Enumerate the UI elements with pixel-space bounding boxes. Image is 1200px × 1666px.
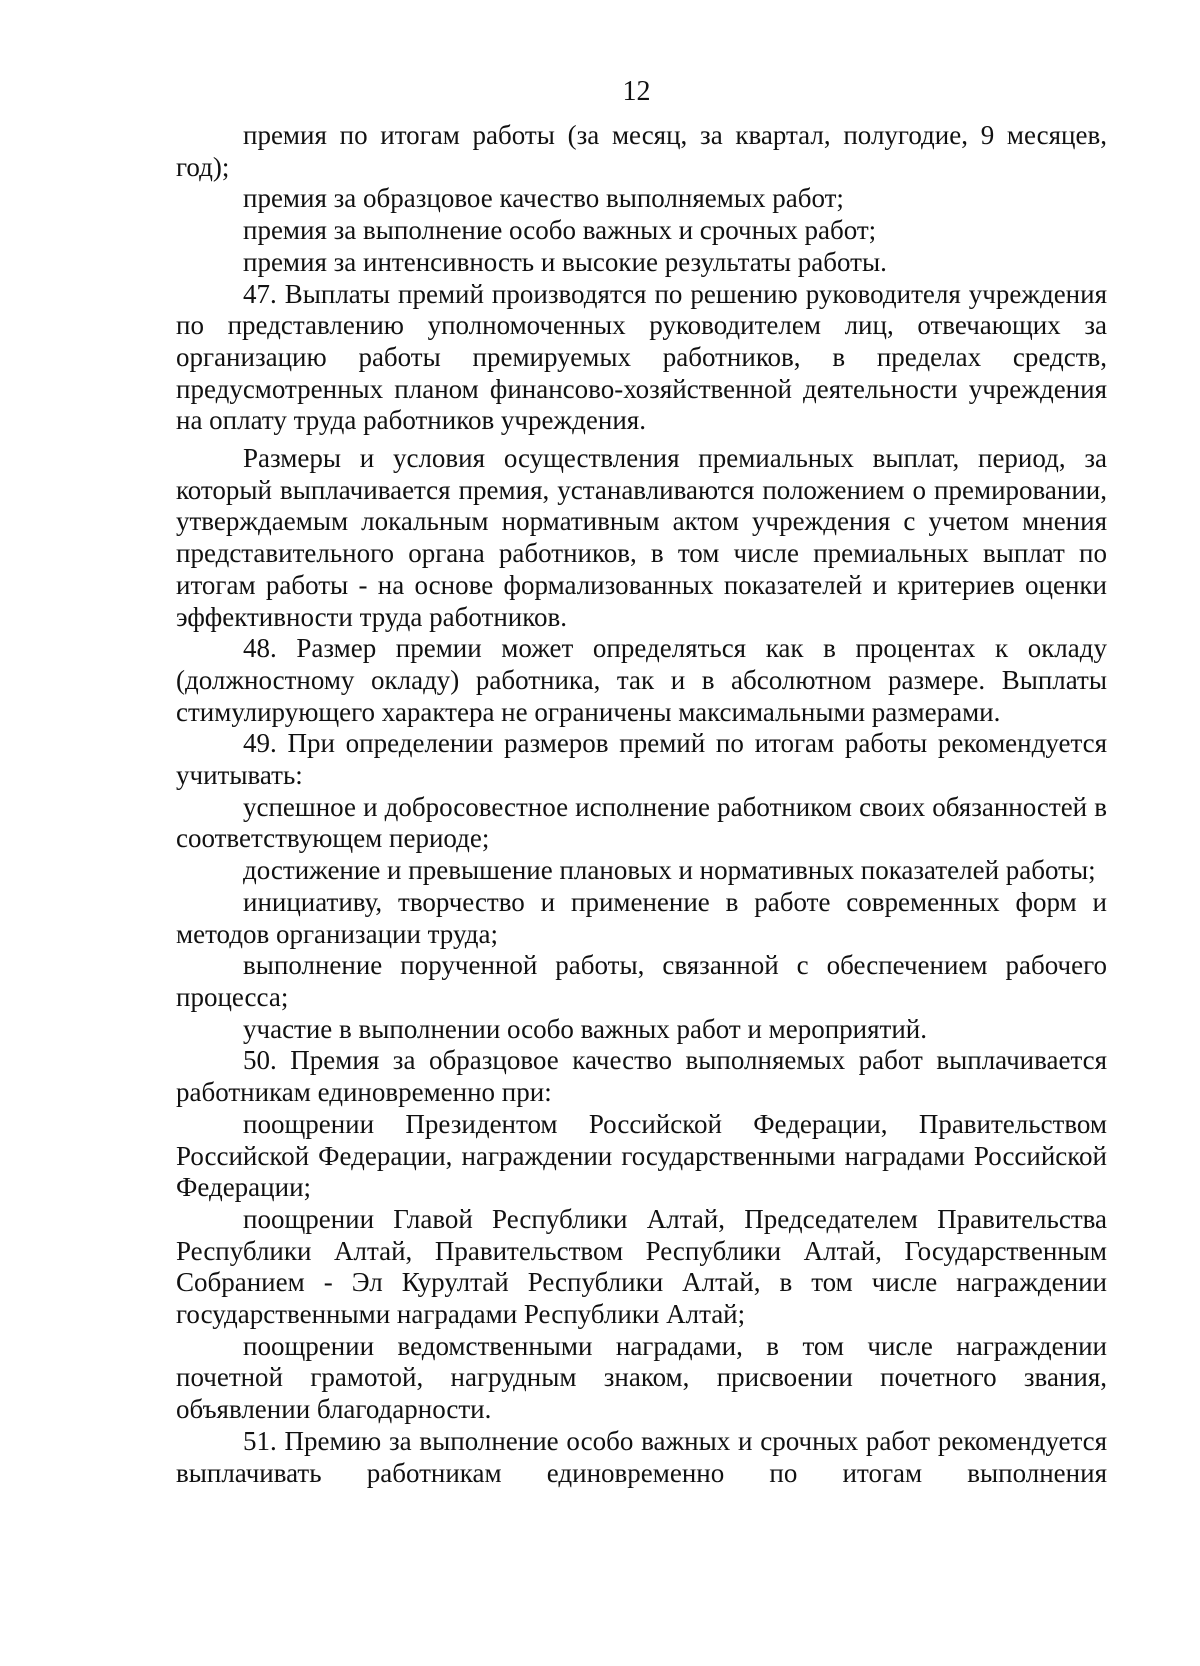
paragraph: 47. Выплаты премий производятся по решению руководителя учреждения по представлению уполномоченных руководителем лиц, отвечающих за организацию работы премируемых работников, в пределах средств, предусмотренных планом финансово-хозяйственной деятельности учреждения на оплату труда работников учреждения. [176,278,1107,436]
paragraph: выполнение порученной работы, связанной с обеспечением рабочего процесса; [176,950,1107,1012]
paragraph: поощрении Главой Республики Алтай, Председателем Правительства Республики Алтай, Правительством Республики Алтай, Государственным Собранием - Эл Курултай Республики Алтай, в том числе награждении государственными наградами Республики Алтай; [176,1203,1107,1330]
paragraph: инициативу, творчество и применение в работе современных форм и методов организации труда; [176,886,1107,949]
paragraph: достижение и превышение плановых и нормативных показателей работы; [243,855,1096,886]
paragraph: премия за интенсивность и высокие результаты работы. [243,246,887,277]
paragraph: 50. Премия за образцовое качество выполняемых работ выплачивается работникам единовременно при: [176,1045,1107,1108]
paragraph: Размеры и условия осуществления премиальных выплат, период, за который выплачивается премия, устанавливаются положением о премировании, утверждаемым локальным нормативным актом учреждения с учетом мнения представительного органа работников, в том числе премиальных выплат по итогам работы - на основе формализованных показателей и критериев оценки эффективности труда работников. [176,443,1107,632]
paragraph: премия за образцовое качество выполняемых работ; [243,183,844,214]
paragraph: поощрении ведомственными наградами, в том числе награждении почетной грамотой, нагрудным знаком, присвоении почетного звания, объявлении благодарности. [176,1330,1107,1425]
paragraph: участие в выполнении особо важных работ и мероприятий. [243,1013,927,1044]
document-body [176,120,1107,1489]
paragraph: поощрении Президентом Российской Федерации, Правительством Российской Федерации, награждении государственными наградами Российской Федерации; [176,1108,1107,1203]
paragraph: премия за выполнение особо важных и срочных работ; [243,215,877,246]
paragraph: 49. При определении размеров премий по итогам работы рекомендуется учитывать: [176,728,1107,791]
paragraph: 51. Премию за выполнение особо важных и срочных работ рекомендуется выплачивать работникам единовременно по итогам выполнения [176,1425,1107,1488]
paragraph: успешное и добросовестное исполнение работником своих обязанностей в соответствующем периоде; [176,791,1107,854]
paragraph: премия по итогам работы (за месяц, за квартал, полугодие, 9 месяцев, год); [176,120,1107,182]
page-number: 12 [622,76,651,107]
paragraph: 48. Размер премии может определяться как в процентах к окладу (должностному окладу) работника, так и в абсолютном размере. Выплаты стимулирующего характера не ограничены максимальными размерами. [176,633,1107,727]
